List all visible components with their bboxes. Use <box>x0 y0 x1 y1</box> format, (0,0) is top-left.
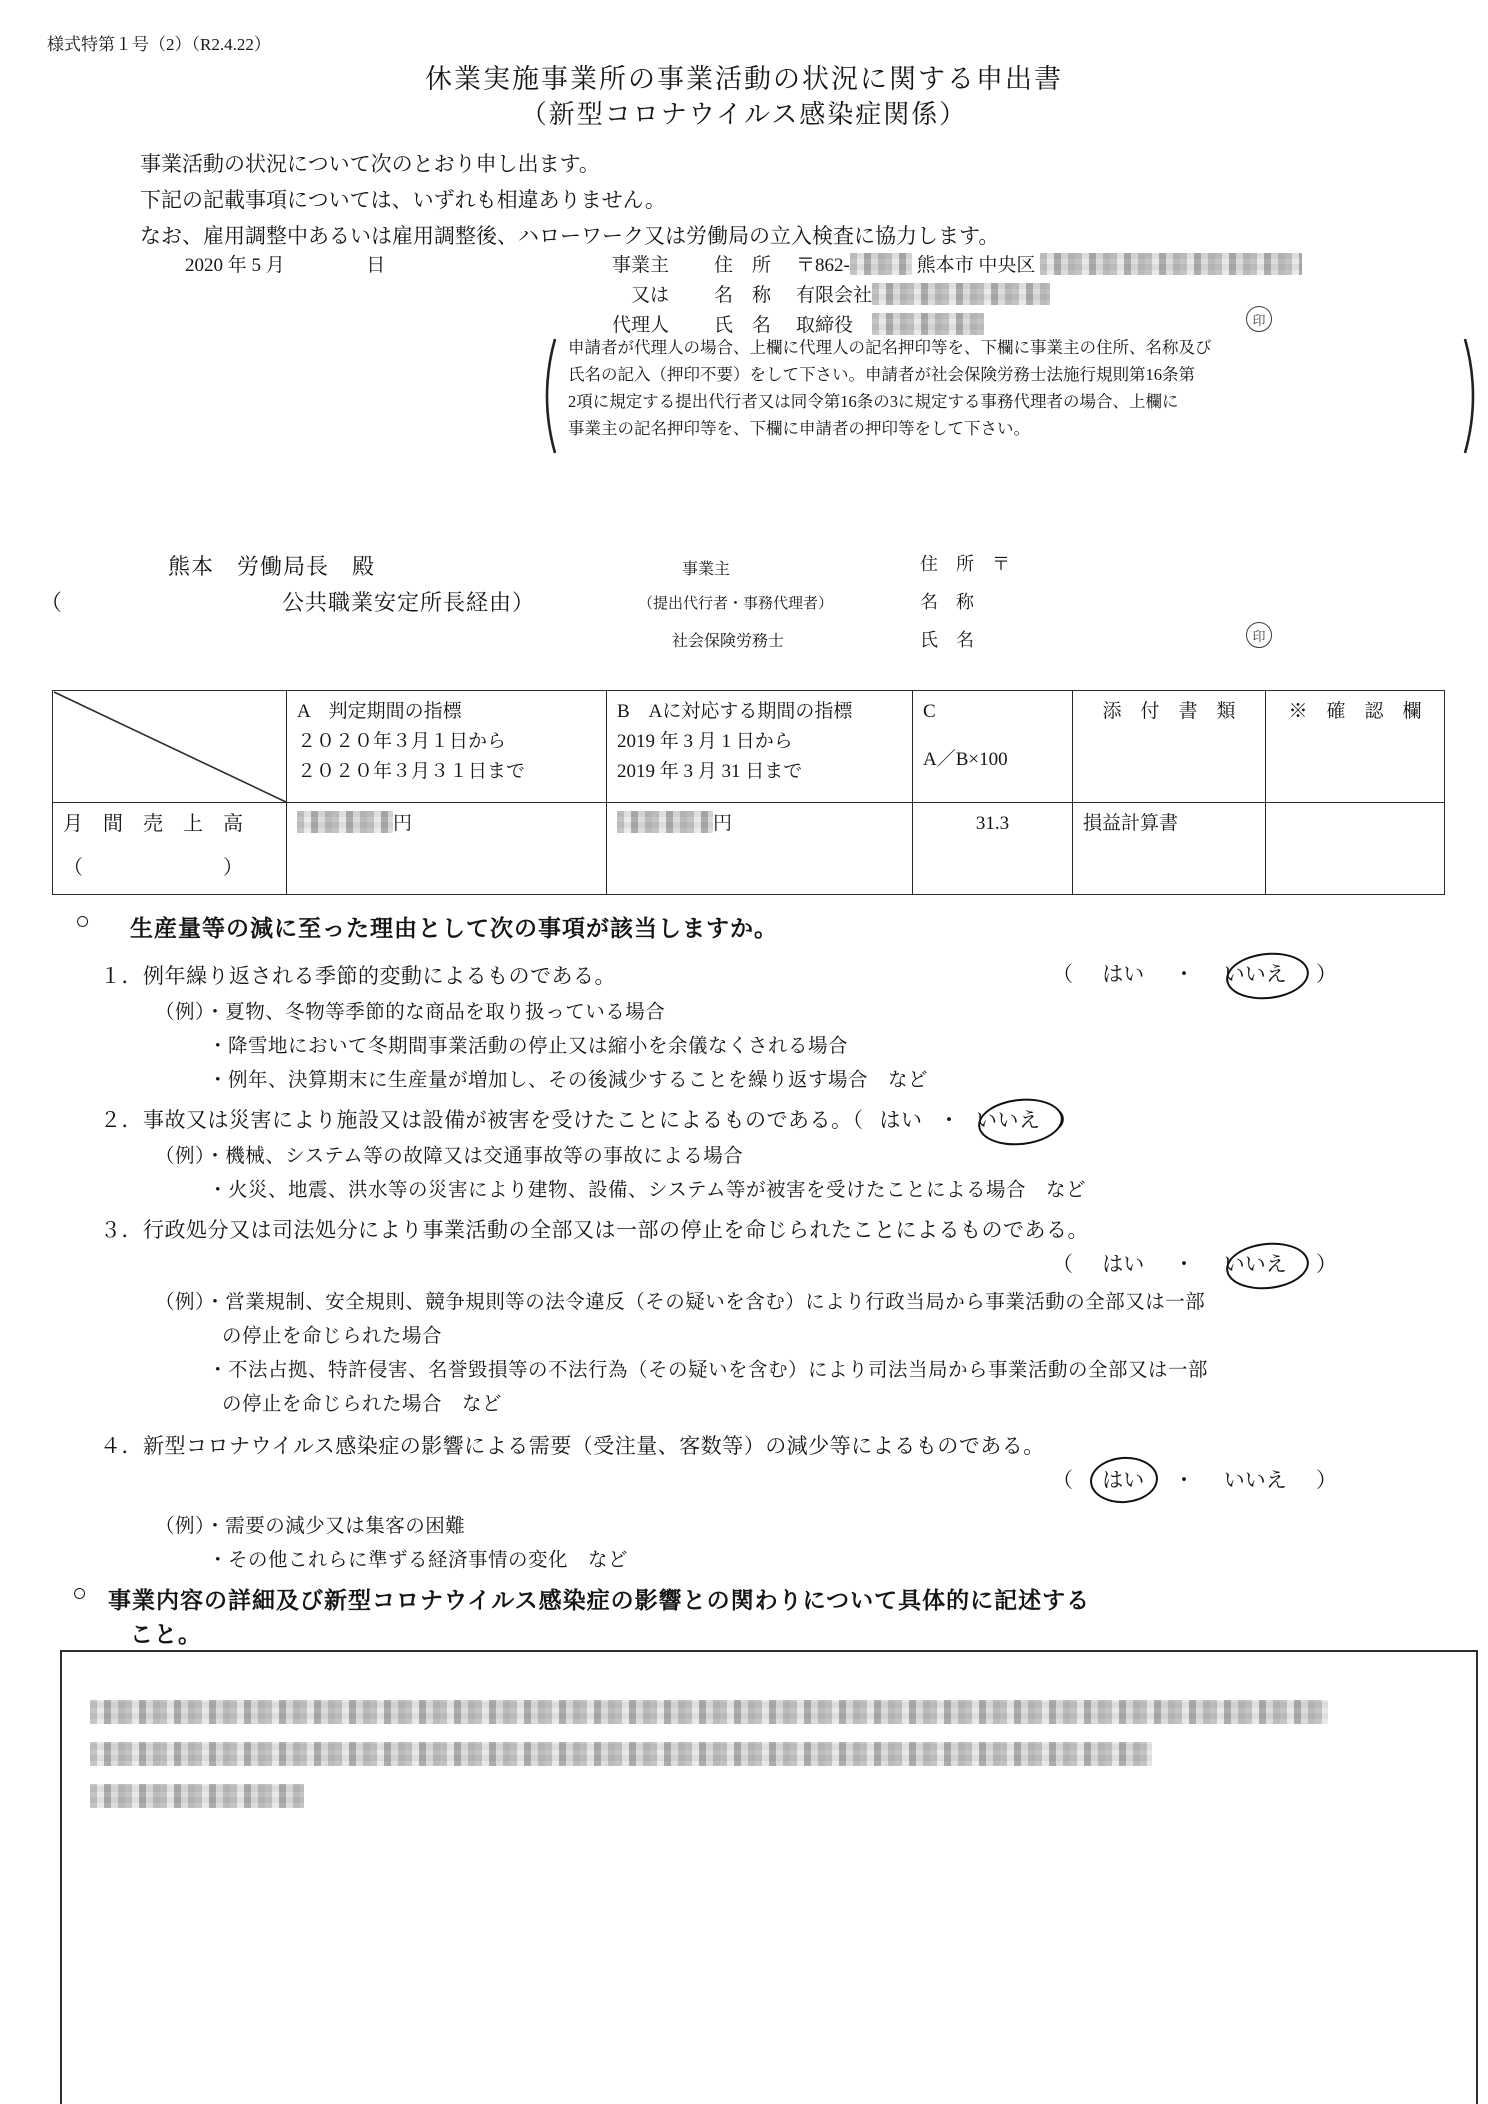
agent-label-2: （提出代行者・事務代理者） <box>638 596 834 612</box>
yen-suffix-b: 円 <box>713 813 733 834</box>
answer-close: ） <box>1056 1108 1078 1132</box>
intro-paragraph <box>140 146 999 254</box>
label-name: 名 称 <box>714 285 772 306</box>
answer-yes-3: はい <box>1102 1252 1145 1276</box>
reason-4-example-2: ・その他これらに準ずる経済事情の変化 など <box>208 1550 629 1571</box>
agent-instruction-note <box>568 334 1473 442</box>
note-paren-right-icon <box>1462 336 1484 456</box>
reason-item-1-label: １．例年繰り返される季節的変動によるものである。 <box>100 964 616 988</box>
table-header-a <box>287 691 607 803</box>
description-heading-line2: こと。 <box>130 1622 202 1647</box>
addressee-line2: 公共職業安定所長経由） <box>282 590 536 615</box>
redacted-description-line-3 <box>90 1784 304 1808</box>
row-label-monthly-sales <box>53 803 287 895</box>
header-a-line3: ２０２０年３月３１日まで <box>297 761 526 782</box>
form-subtitle: （新型コロナウイルス感染症関係） <box>520 100 968 129</box>
note-paren-left-icon <box>536 336 558 456</box>
table-header-c <box>913 691 1073 803</box>
reason-2-example-2: ・火災、地震、洪水等の災害により建物、設備、システム等が被害を受けたことによる場合 など <box>208 1180 1087 1201</box>
answer-close: ） <box>1316 1252 1337 1276</box>
applicant-company-value <box>796 280 1050 307</box>
intro-line-3: なお、雇用調整中あるいは雇用調整後、ハローワーク又は労働局の立入検査に協力します。 <box>140 224 1000 248</box>
reason-item-4-label: ４．新型コロナウイルス感染症の影響による需要（受注量、客数等）の減少等によるものである。 <box>100 1434 1045 1458</box>
date-prefix: 2020 年 5 月 <box>185 255 285 276</box>
person-title-prefix: 取締役 <box>796 315 854 336</box>
monthly-sales-label: 月 間 売 上 高 <box>63 813 243 835</box>
note-line-3: 2項に規定する提出代行者又は同令第16条の3に規定する事務代理者の場合、上欄に <box>568 392 1179 411</box>
cell-c-value: 31.3 <box>913 803 1073 895</box>
header-b-line2: 2019 年 3 月 1 日から <box>617 731 793 752</box>
reason-1-example-2: ・降雪地において冬期間事業活動の停止又は縮小を余儀なくされる場合 <box>208 1036 849 1057</box>
reason-item-2-label <box>100 1104 1078 1134</box>
reason-2-text: ２．事故又は災害により施設又は設備が被害を受けたことによるものである。 <box>100 1108 853 1132</box>
redacted-description-line-1 <box>90 1700 1328 1724</box>
company-prefix: 有限会社 <box>796 285 873 306</box>
reason-item-3-answer <box>1052 1248 1337 1278</box>
reason-3-example-2: の停止を命じられた場合 <box>222 1326 443 1347</box>
addressee-paren-open: （ <box>40 590 64 615</box>
intro-line-2: 下記の記載事項については、いずれも相違ありません。 <box>140 188 666 212</box>
agent-field-person: 氏 名 <box>920 630 974 650</box>
cell-b-value <box>607 803 913 895</box>
cell-check-value <box>1266 803 1445 895</box>
label-person: 氏 名 <box>714 315 772 336</box>
answer-close: ） <box>1316 962 1337 986</box>
intro-line-1: 事業活動の状況について次のとおり申し出ます。 <box>140 152 600 176</box>
redacted-company-name <box>872 283 1050 305</box>
table-header-attachments: 添 付 書 類 <box>1073 691 1266 803</box>
address-visible: 熊本市 中央区 <box>916 255 1036 276</box>
agent-label-1: 事業主 <box>682 561 731 578</box>
answer-no-1-circled: いいえ <box>1222 958 1289 988</box>
answer-close: ） <box>1316 1468 1337 1492</box>
agent-field-address: 住 所 〒 <box>920 554 1010 574</box>
applicant-role-2: 又は <box>631 285 670 306</box>
reason-4-example-1: （例）・需要の減少又は集客の困難 <box>155 1516 466 1537</box>
applicant-role-1: 事業主 <box>612 255 670 276</box>
answer-open: （ <box>1052 1252 1073 1276</box>
answer-sep: ・ <box>938 1108 960 1132</box>
header-c-line1: C <box>923 701 936 722</box>
header-a-line2: ２０２０年３月１日から <box>297 731 507 752</box>
answer-no-4: いいえ <box>1223 1468 1287 1492</box>
applicant-address-value <box>796 250 1302 277</box>
yen-suffix-a: 円 <box>393 813 413 834</box>
reason-3-example-1: （例）・営業規制、安全規則、競争規則等の法令違反（その疑いを含む）により行政当局から事業活動の全部又は一部 <box>155 1292 1206 1313</box>
cell-attachment-value: 損益計算書 <box>1073 803 1266 895</box>
answer-no-2-circled: いいえ <box>974 1104 1043 1134</box>
redacted-person-name <box>872 313 984 335</box>
diagonal-line-icon <box>53 691 287 803</box>
postal-prefix: 〒862- <box>796 255 850 276</box>
reasons-mark: ○ <box>75 908 92 935</box>
cell-a-value <box>287 803 607 895</box>
answer-yes-2: はい <box>879 1108 923 1132</box>
label-address: 住 所 <box>714 255 772 276</box>
redacted-sales-a <box>297 811 393 833</box>
table-header-check: ※ 確 認 欄 <box>1266 691 1445 803</box>
agent-field-name: 名 称 <box>920 592 974 612</box>
answer-open: （ <box>1052 962 1073 986</box>
note-line-1: 申請者が代理人の場合、上欄に代理人の記名押印等を、下欄に事業主の住所、名称及び <box>568 338 1212 357</box>
index-table <box>52 690 1445 895</box>
header-b-line3: 2019 年 3 月 31 日まで <box>617 761 803 782</box>
note-line-2: 氏名の記入（押印不要）をして下さい。申請者が社会保険労務士法施行規則第16条第 <box>568 365 1195 384</box>
description-mark: ○ <box>72 1580 89 1607</box>
reason-1-example-3: ・例年、決算期末に生産量が増加し、その後減少することを繰り返す場合 など <box>208 1070 929 1091</box>
addressee-line1: 熊本 労働局長 殿 <box>168 554 376 579</box>
table-corner-cell <box>53 691 287 803</box>
description-heading-line1: 事業内容の詳細及び新型コロナウイルス感染症の影響との関わりについて具体的に記述する <box>108 1588 1091 1613</box>
answer-open: （ <box>1052 1468 1073 1492</box>
header-c-line2: A／B×100 <box>923 749 1008 770</box>
reason-3-example-4: の停止を命じられた場合 など <box>222 1394 503 1415</box>
note-line-4: 事業主の記名押印等を、下欄に申請者の押印等をして下さい。 <box>568 419 1030 438</box>
seal-icon-agent: 印 <box>1246 622 1272 648</box>
redacted-sales-b <box>617 811 713 833</box>
table-header-b <box>607 691 913 803</box>
date-day-suffix: 日 <box>366 255 386 276</box>
answer-sep: ・ <box>1173 1468 1195 1492</box>
answer-sep: ・ <box>1173 962 1195 986</box>
agent-label-3: 社会保険労務士 <box>672 633 785 650</box>
answer-sep: ・ <box>1173 1252 1195 1276</box>
redacted-postal-code <box>850 253 912 275</box>
header-a-line1: A 判定期間の指標 <box>297 701 462 722</box>
answer-no-3-circled: いいえ <box>1222 1248 1289 1278</box>
reason-1-example-1: （例）・夏物、冬物等季節的な商品を取り扱っている場合 <box>155 1002 666 1023</box>
form-title: 休業実施事業所の事業活動の状況に関する申出書 <box>425 64 1063 94</box>
reason-item-1-answer <box>1052 958 1337 988</box>
applicant-person-value <box>796 310 984 337</box>
reason-3-example-3: ・不法占拠、特許侵害、名誉毀損等の不法行為（その疑いを含む）により司法当局から事業活動の全部又は一部 <box>208 1360 1209 1381</box>
reason-2-example-1: （例）・機械、システム等の故障又は交通事故等の事故による場合 <box>155 1146 744 1167</box>
submission-date <box>185 250 385 277</box>
answer-open: （ <box>852 1108 864 1132</box>
header-b-line1: B Aに対応する期間の指標 <box>617 701 853 722</box>
description-box <box>60 1650 1478 2104</box>
form-number: 様式特第１号（2）（R2.4.22） <box>47 35 271 54</box>
seal-icon: 印 <box>1246 306 1272 332</box>
applicant-role-3: 代理人 <box>612 315 670 336</box>
answer-yes-1: はい <box>1102 962 1145 986</box>
monthly-sales-paren: （ ） <box>63 857 243 879</box>
answer-yes-4-circled: はい <box>1100 1464 1146 1494</box>
reason-item-4-answer <box>1052 1464 1337 1494</box>
reason-item-3-label: ３．行政処分又は司法処分により事業活動の全部又は一部の停止を命じられたことによるものである。 <box>100 1218 1089 1242</box>
redacted-street-address <box>1040 253 1302 275</box>
reasons-heading: 生産量等の減に至った理由として次の事項が該当しますか。 <box>130 916 778 941</box>
redacted-description-line-2 <box>90 1742 1152 1766</box>
